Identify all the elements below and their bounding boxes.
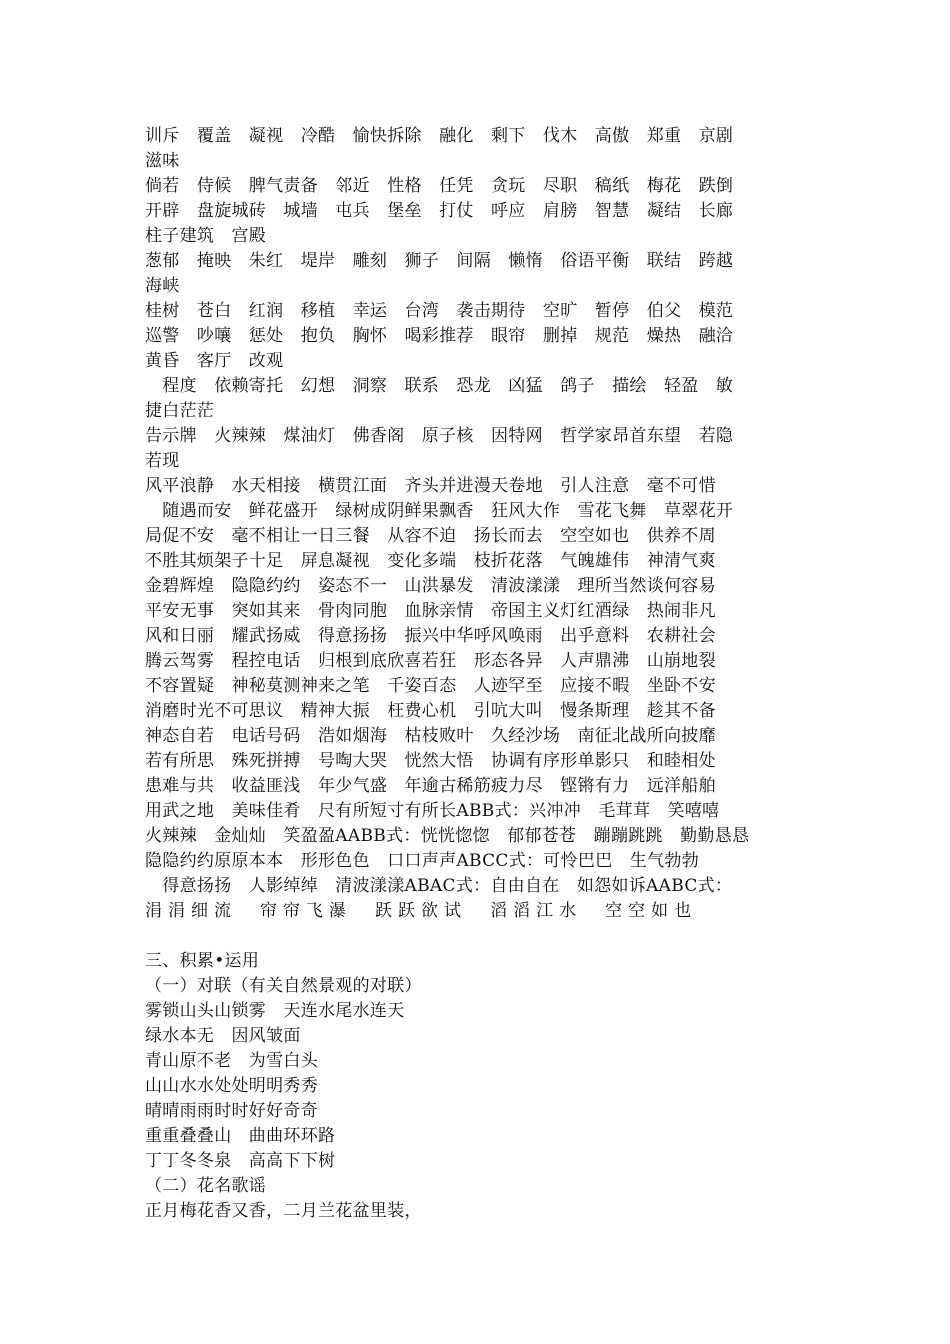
text-line: 捷白茫茫 [145, 401, 215, 421]
text-line: 倘若 侍候 脾气责备 邻近 性格 任凭 贪玩 尽职 稿纸 梅花 跌倒 [145, 176, 734, 196]
text-line: 告示牌 火辣辣 煤油灯 佛香阁 原子核 因特网 哲学家昂首东望 若隐 [145, 426, 734, 446]
text-line: 不容置疑 神秘莫测神来之笔 千姿百态 人迹罕至 应接不暇 坐卧不安 [145, 676, 716, 696]
text-line: 黄昏 客厅 改观 [145, 351, 284, 371]
couplets-heading: （一）对联（有关自然景观的对联） [145, 976, 422, 996]
vocabulary-block [145, 124, 815, 924]
text-line: 柱子建筑 宫殿 [145, 226, 267, 246]
text-line: 平安无事 突如其来 骨肉同胞 血脉亲情 帝国主义灯红酒绿 热闹非凡 [145, 601, 716, 621]
text-line: 不胜其烦架子十足 屏息凝视 变化多端 枝折花落 气魄雄伟 神清气爽 [145, 551, 716, 571]
text-line: 用武之地 美味佳肴 尺有所短寸有所长ABB式：兴冲冲 毛茸茸 笑嘻嘻 [145, 801, 720, 821]
text-line: 风和日丽 耀武扬威 得意扬扬 振兴中华呼风唤雨 出乎意料 农耕社会 [145, 626, 716, 646]
text-line: 患难与共 收益匪浅 年少气盛 年逾古稀筋疲力尽 铿锵有力 远洋船舶 [145, 776, 716, 796]
couplet-line: 山山水水处处明明秀秀 [145, 1076, 318, 1096]
blank-line [145, 924, 815, 949]
text-line: 金碧辉煌 隐隐约约 姿态不一 山洪暴发 清波漾漾 理所当然谈何容易 [145, 576, 716, 596]
text-line: 局促不安 毫不相让一日三餐 从容不迫 扬长而去 空空如也 供养不周 [145, 526, 716, 546]
text-line: 消磨时光不可思议 精神大振 枉费心机 引吭大叫 慢条斯理 趁其不备 [145, 701, 716, 721]
text-line: 滋味 [145, 151, 180, 171]
couplet-line: 晴晴雨雨时时好好奇奇 [145, 1101, 318, 1121]
text-line: 葱郁 掩映 朱红 堤岸 雕刻 狮子 间隔 懒惰 俗语平衡 联结 跨越 [145, 251, 734, 271]
text-line: 神态自若 电话号码 浩如烟海 枯枝败叶 久经沙场 南征北战所向披靡 [145, 726, 716, 746]
couplet-line: 雾锁山头山锁雾 天连水尾水连天 [145, 1001, 405, 1021]
text-line: 风平浪静 水天相接 横贯江面 齐头并进漫天卷地 引人注意 毫不可惜 [145, 476, 716, 496]
text-line: 若现 [145, 451, 180, 471]
text-line: 若有所思 殊死拼搏 号啕大哭 恍然大悟 协调有序形单影只 和睦相处 [145, 751, 716, 771]
couplet-line: 丁丁冬冬泉 高高下下树 [145, 1151, 336, 1171]
text-line: 腾云驾雾 程控电话 归根到底欣喜若狂 形态各异 人声鼎沸 山崩地裂 [145, 651, 716, 671]
text-line: 隐隐约约原原本本 形形色色 口口声声ABCC式：可怜巴巴 生气勃勃 [145, 851, 699, 871]
document-page [145, 124, 815, 1224]
couplet-line: 青山原不老 为雪白头 [145, 1051, 318, 1071]
section-accumulation [145, 949, 815, 1224]
text-line: 火辣辣 金灿灿 笑盈盈AABB式：恍恍惚惚 郁郁苍苍 蹦蹦跳跳 勤勤恳恳 [145, 826, 750, 846]
couplet-line: 绿水本无 因风皱面 [145, 1026, 301, 1046]
section-title: 三、积累•运用 [145, 951, 260, 971]
text-line: 程度 依赖寄托 幻想 洞察 联系 恐龙 凶猛 鸽子 描绘 轻盈 敏 [145, 376, 734, 396]
text-line: 海峡 [145, 276, 180, 296]
couplet-line: 重重叠叠山 曲曲环环路 [145, 1126, 336, 1146]
flowers-heading: （二）花名歌谣 [145, 1176, 267, 1196]
text-line: 随遇而安 鲜花盛开 绿树成阴鲜果飘香 狂风大作 雪花飞舞 草翠花开 [145, 501, 734, 521]
text-line: 开辟 盘旋城砖 城墙 屯兵 堡垒 打仗 呼应 肩膀 智慧 凝结 长廊 [145, 201, 734, 221]
text-line: 巡警 吵嚷 惩处 抱负 胸怀 喝彩推荐 眼帘 删掉 规范 燥热 融洽 [145, 326, 734, 346]
text-line: 训斥 覆盖 凝视 冷酷 愉快拆除 融化 剩下 伐木 高傲 郑重 京剧 [145, 126, 734, 146]
text-line: 桂树 苍白 红润 移植 幸运 台湾 袭击期待 空旷 暂停 伯父 模范 [145, 301, 734, 321]
text-line: 涓 涓 细 流 帘 帘 飞 瀑 跃 跃 欲 试 滔 滔 江 水 空 空 如 也 [145, 901, 692, 921]
text-line: 得意扬扬 人影绰绰 清波漾漾ABAC式：自由自在 如怨如诉AABC式： [145, 876, 733, 896]
flowers-line: 正月梅花香又香，二月兰花盆里装， [145, 1201, 422, 1221]
